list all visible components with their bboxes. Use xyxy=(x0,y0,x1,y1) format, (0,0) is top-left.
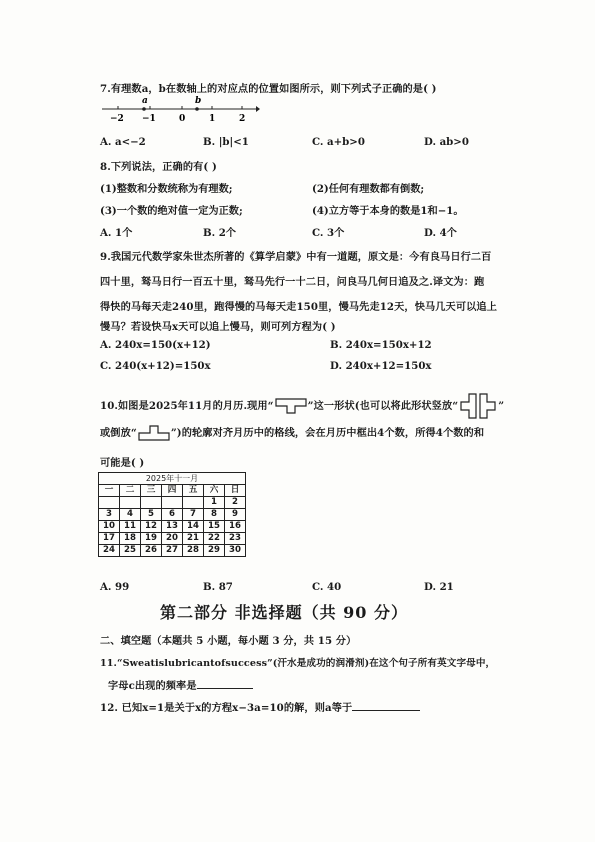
day-cell: 2 xyxy=(225,497,246,509)
calendar-table xyxy=(98,472,246,557)
day-cell xyxy=(183,497,204,509)
part2-title: 第二部分 非选择题（共 90 分） xyxy=(160,603,408,622)
calendar-title: 2025年十一月 xyxy=(99,473,246,485)
q12-line-1 xyxy=(100,699,420,714)
day-cell: 13 xyxy=(162,521,183,533)
day-cell: 4 xyxy=(120,509,141,521)
axis-arrow xyxy=(256,106,260,112)
q9-option-d[interactable]: D. 240x+12=150x xyxy=(330,360,432,372)
q7-stem: 7.有理数a，b在数轴上的对应点的位置如图所示，则下列式子正确的是( ) xyxy=(100,83,437,95)
day-cell: 8 xyxy=(204,509,225,521)
q10-line-2b: ”)的轮廓对齐月历中的格线，会在月历中框出4个数，所得4个数的和 xyxy=(170,427,485,439)
day-cell: 28 xyxy=(183,545,204,557)
q7-option-a[interactable]: A. a<−2 xyxy=(100,136,146,148)
q9-option-c[interactable]: C. 240(x+12)=150x xyxy=(100,360,211,372)
day-cell: 5 xyxy=(141,509,162,521)
q8-option-b[interactable]: B. 2个 xyxy=(203,227,236,239)
q10-line-1a: 10.如图是2025年11月的月历.现用“ xyxy=(100,400,274,412)
t-shape-left-icon xyxy=(458,392,478,420)
q10-option-c[interactable]: C. 40 xyxy=(312,581,342,593)
q10-line-2a: 或倒放“ xyxy=(100,427,137,439)
day-cell xyxy=(120,497,141,509)
day-cell: 1 xyxy=(204,497,225,509)
q10-option-d[interactable]: D. 21 xyxy=(424,581,454,593)
q9-line-3: 得快的马每天走240里，跑得慢的马每天走150里，慢马先走12天，快马几天可以追上 xyxy=(100,301,497,313)
fill-blank-section-heading: 二、填空题（本题共 5 小题，每小题 3 分，共 15 分） xyxy=(100,635,357,647)
day-cell: 20 xyxy=(162,533,183,545)
tick-label-minus2: −2 xyxy=(110,114,124,124)
weekday-cell: 五 xyxy=(183,485,204,497)
day-cell: 25 xyxy=(120,545,141,557)
q12-answer-blank[interactable] xyxy=(352,710,420,711)
point-b xyxy=(195,107,199,111)
q10-line-1b: ”这一形状(也可以将此形状竖放“ xyxy=(307,400,459,412)
q8-statement-4: (4)立方等于本身的数是1和−1。 xyxy=(312,205,464,217)
weekday-cell: 一 xyxy=(99,485,120,497)
q11-line-1: 11.“Sweatislubricantofsuccess”(汗水是成功的润滑剂)在这个句子所有英文字母中， xyxy=(100,658,496,669)
day-cell: 10 xyxy=(99,521,120,533)
day-cell: 22 xyxy=(204,533,225,545)
day-cell: 27 xyxy=(162,545,183,557)
calendar-week-row xyxy=(99,509,246,521)
day-cell: 14 xyxy=(183,521,204,533)
day-cell: 6 xyxy=(162,509,183,521)
day-cell: 3 xyxy=(99,509,120,521)
weekday-cell: 六 xyxy=(204,485,225,497)
day-cell: 24 xyxy=(99,545,120,557)
tick-label-1: 1 xyxy=(209,114,216,124)
q7-option-b[interactable]: B. |b|<1 xyxy=(203,136,249,148)
day-cell: 19 xyxy=(141,533,162,545)
q9-line-2: 四十里，驽马日行一百五十里，驽马先行一十二日，问良马几何日追及之.译文为：跑 xyxy=(100,276,485,288)
day-cell: 18 xyxy=(120,533,141,545)
t-shape-inverted-icon xyxy=(137,424,171,442)
weekday-cell: 二 xyxy=(120,485,141,497)
q8-option-d[interactable]: D. 4个 xyxy=(424,227,457,239)
label-a: a xyxy=(142,96,148,106)
q8-option-c[interactable]: C. 3个 xyxy=(312,227,345,239)
q9-line-1: 9.我国元代数学家朱世杰所著的《算学启蒙》中有一道题，原文是：今有良马日行二百 xyxy=(100,251,492,263)
t-shape-right-icon xyxy=(478,392,498,420)
q11-line-2 xyxy=(108,677,253,692)
tick-label-2: 2 xyxy=(239,114,246,124)
day-cell: 15 xyxy=(204,521,225,533)
day-cell: 12 xyxy=(141,521,162,533)
t-shape-icon xyxy=(274,397,308,415)
tick-label-0: 0 xyxy=(179,114,186,124)
q10-line-3: 可能是( ) xyxy=(100,457,145,469)
q10-option-a[interactable]: A. 99 xyxy=(100,581,130,593)
q10-option-b[interactable]: B. 87 xyxy=(203,581,233,593)
q7-option-d[interactable]: D. ab>0 xyxy=(424,136,469,148)
day-cell: 16 xyxy=(225,521,246,533)
number-line xyxy=(100,95,260,125)
q8-stem: 8.下列说法，正确的有( ) xyxy=(100,161,217,173)
label-b: b xyxy=(195,96,202,106)
calendar-week-row xyxy=(99,497,246,509)
day-cell: 29 xyxy=(204,545,225,557)
calendar-weekday-row xyxy=(99,485,246,497)
day-cell xyxy=(162,497,183,509)
day-cell: 26 xyxy=(141,545,162,557)
q10-line-2 xyxy=(100,424,484,442)
day-cell: 23 xyxy=(225,533,246,545)
calendar-week-row xyxy=(99,545,246,557)
q8-statement-1: (1)整数和分数统称为有理数; xyxy=(100,183,233,195)
q8-statement-3: (3)一个数的绝对值一定为正数; xyxy=(100,205,243,217)
q11-prompt: 字母c出现的频率是 xyxy=(108,680,197,692)
day-cell: 11 xyxy=(120,521,141,533)
point-a xyxy=(142,107,146,111)
q8-statement-2: (2)任何有理数都有倒数; xyxy=(312,183,425,195)
q9-option-a[interactable]: A. 240x=150(x+12) xyxy=(100,339,211,351)
q9-option-b[interactable]: B. 240x=150x+12 xyxy=(330,339,432,351)
tick-label-minus1: −1 xyxy=(142,114,156,124)
day-cell: 9 xyxy=(225,509,246,521)
weekday-cell: 日 xyxy=(225,485,246,497)
q10-line-1 xyxy=(100,392,504,420)
weekday-cell: 三 xyxy=(141,485,162,497)
q7-option-c[interactable]: C. a+b>0 xyxy=(312,136,365,148)
day-cell xyxy=(141,497,162,509)
q9-line-4: 慢马？若设快马x天可以追上慢马，则可列方程为( ) xyxy=(100,321,336,333)
day-cell: 7 xyxy=(183,509,204,521)
day-cell: 30 xyxy=(225,545,246,557)
day-cell xyxy=(99,497,120,509)
calendar-week-row xyxy=(99,521,246,533)
q8-option-a[interactable]: A. 1个 xyxy=(100,227,133,239)
q12-prompt: 12. 已知x=1是关于x的方程x−3a=10的解，则a等于 xyxy=(100,702,353,714)
q11-answer-blank[interactable] xyxy=(197,688,253,689)
q10-line-1c: ” xyxy=(498,400,505,412)
day-cell: 17 xyxy=(99,533,120,545)
calendar-week-row xyxy=(99,533,246,545)
day-cell: 21 xyxy=(183,533,204,545)
weekday-cell: 四 xyxy=(162,485,183,497)
